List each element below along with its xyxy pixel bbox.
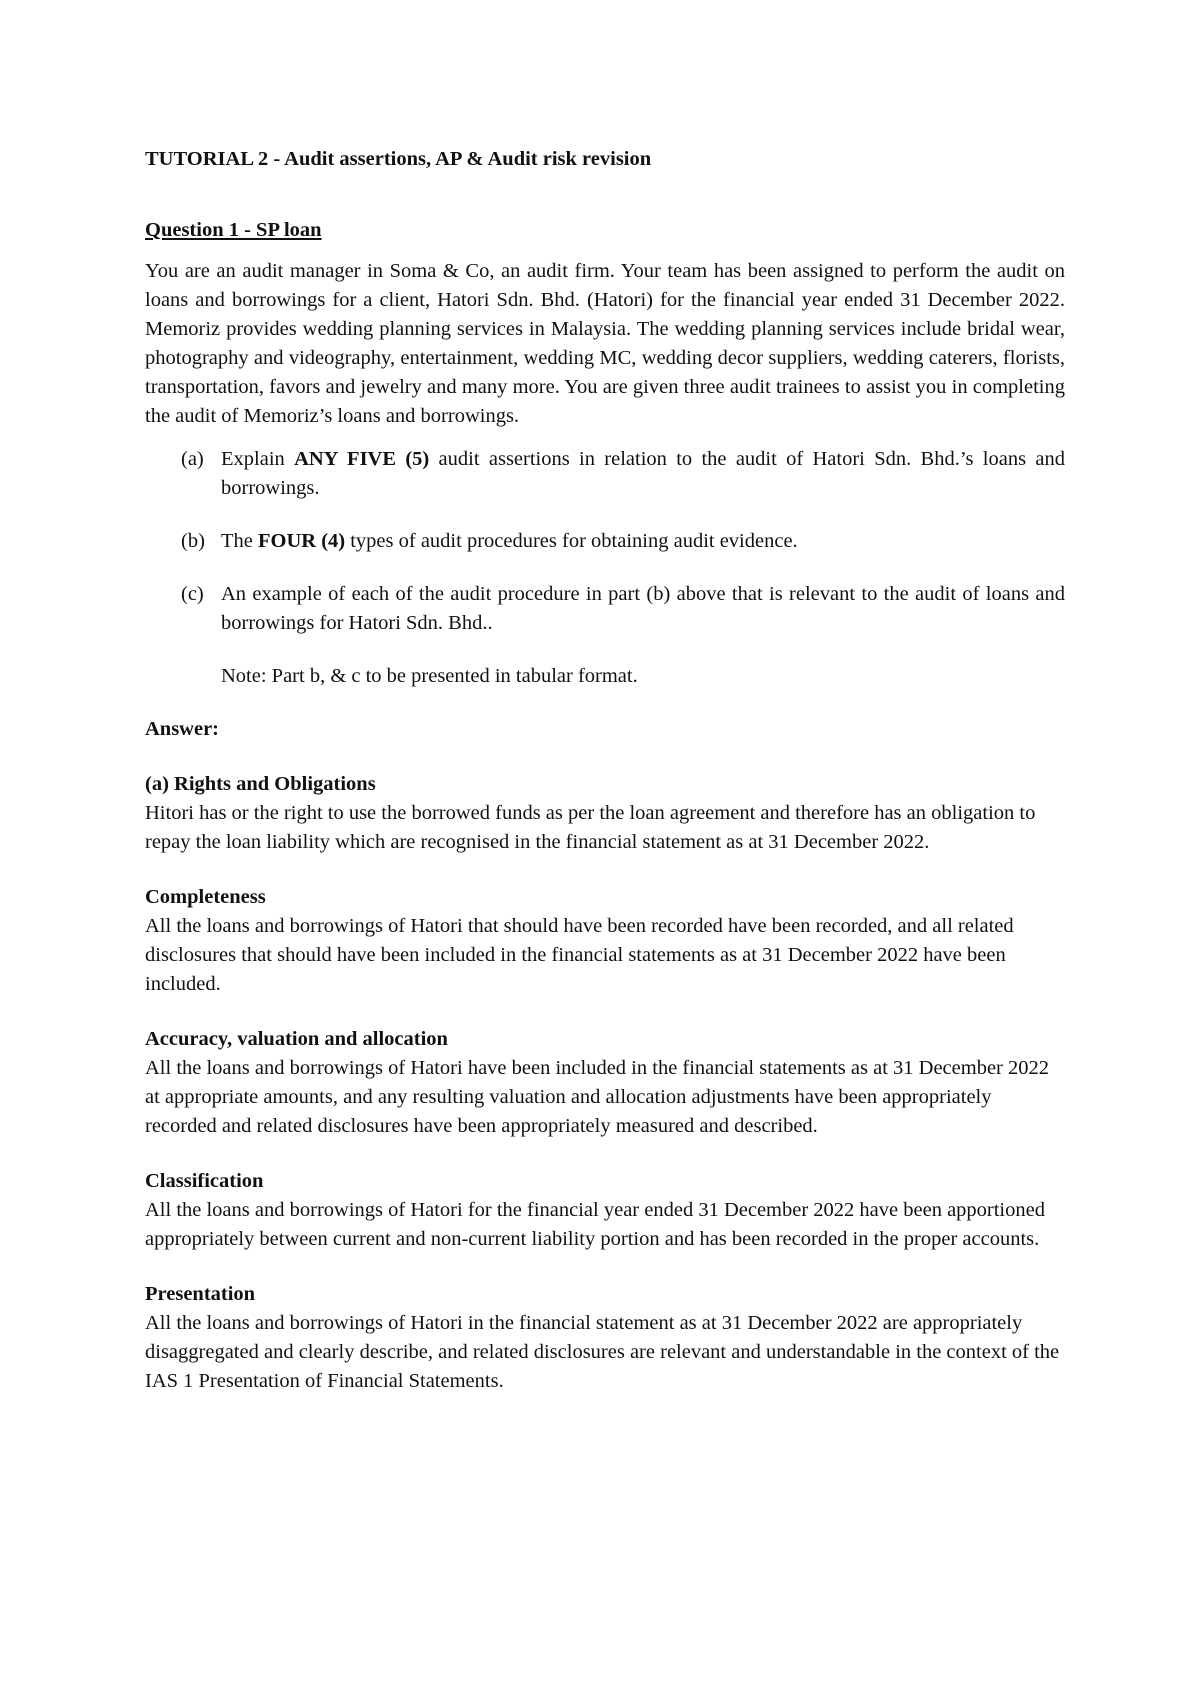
- section-heading: Accuracy, valuation and allocation: [145, 1028, 448, 1050]
- section-body: Hitori has or the right to use the borrowed funds as per the loan agreement and therefore has an obligation to repay the loan liability which are recognised in the financial statement as at 31 December 2022.: [145, 802, 1036, 853]
- question-part-a: [145, 445, 1065, 503]
- part-text-emphasis: ANY FIVE (5): [294, 448, 430, 470]
- question-part-b: [145, 527, 1065, 556]
- part-text-tail: audit assertions in relation to the audit of Hatori Sdn. Bhd.’s loans and borrowings.: [221, 448, 1065, 499]
- part-text: [221, 527, 1065, 556]
- question-heading: Question 1 - SP loan: [145, 219, 322, 241]
- part-text-tail: types of audit procedures for obtaining audit evidence.: [345, 530, 798, 552]
- answer-section-presentation: [145, 1280, 1065, 1396]
- answer-section-rights-obligations: [145, 770, 1065, 857]
- section-heading: Classification: [145, 1170, 264, 1192]
- question-note: Note: Part b, & c to be presented in tabular format.: [221, 665, 638, 687]
- section-body: All the loans and borrowings of Hatori that should have been recorded have been recorded, and all related disclosures that should have been included in the financial statements as at 31 December 2022 have been included.: [145, 915, 1014, 995]
- document-page: [145, 145, 1065, 1422]
- part-text: [221, 580, 1065, 638]
- part-text-lead: The: [221, 530, 258, 552]
- section-body: All the loans and borrowings of Hatori have been included in the financial statements as at 31 December 2022 at appropriate amounts, and any resulting valuation and allocation adjustments have been appropriately recorded and related disclosures have been appropriately measured and described.: [145, 1057, 1050, 1137]
- part-label: (a): [181, 448, 204, 470]
- section-heading: (a) Rights and Obligations: [145, 773, 376, 795]
- part-text-lead: Explain: [221, 448, 295, 470]
- part-text: [221, 445, 1065, 503]
- question-part-c: [145, 580, 1065, 638]
- section-heading: Completeness: [145, 886, 266, 908]
- answer-section-completeness: [145, 883, 1065, 999]
- part-text-lead: An example of each of the audit procedure in part (b) above that is relevant to the audit of loans and borrowings for Hatori Sdn. Bhd..: [221, 583, 1065, 634]
- section-body: All the loans and borrowings of Hatori in the financial statement as at 31 December 2022 are appropriately disaggregated and clearly describe, and related disclosures are relevant and understandable in the context of the IAS 1 Presentation of Financial Statements.: [145, 1312, 1060, 1392]
- section-body: All the loans and borrowings of Hatori for the financial year ended 31 December 2022 have been apportioned appropriately between current and non-current liability portion and has been recorded in the proper accounts.: [145, 1199, 1045, 1250]
- part-text-emphasis: FOUR (4): [258, 530, 346, 552]
- answer-heading: Answer:: [145, 718, 220, 740]
- answer-section-accuracy-valuation: [145, 1025, 1065, 1141]
- part-label: (b): [181, 530, 205, 552]
- part-label: (c): [181, 583, 204, 605]
- document-title: TUTORIAL 2 - Audit assertions, AP & Audit risk revision: [145, 148, 652, 170]
- answer-section-classification: [145, 1167, 1065, 1254]
- question-intro: You are an audit manager in Soma & Co, an audit firm. Your team has been assigned to perform the audit on loans and borrowings for a client, Hatori Sdn. Bhd. (Hatori) for the financial year ended 31 December 2022. Memoriz provides wedding planning services in Malaysia. The wedding planning services include bridal wear, photography and videography, entertainment, wedding MC, wedding decor suppliers, wedding caterers, florists, transportation, favors and jewelry and many more. You are given three audit trainees to assist you in completing the audit of Memoriz’s loans and borrowings.: [145, 260, 1065, 427]
- section-heading: Presentation: [145, 1283, 256, 1305]
